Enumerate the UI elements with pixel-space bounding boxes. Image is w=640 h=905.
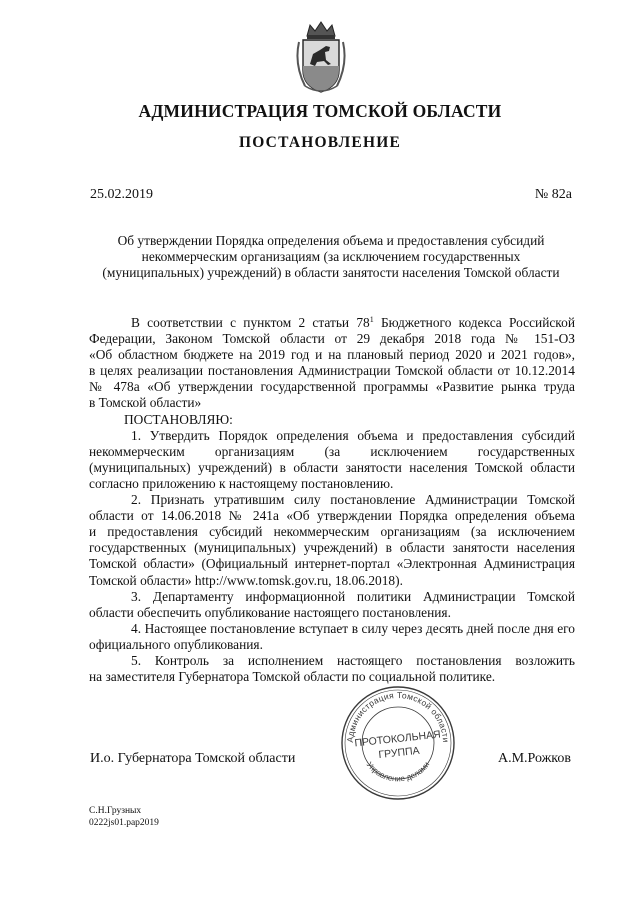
signatory-title: И.о. Губернатора Томской области bbox=[90, 751, 296, 766]
item-4-line: 4. Настоящее постановление вступает в силу через десять дней после дня его bbox=[131, 620, 575, 636]
coat-of-arms-emblem bbox=[293, 20, 349, 96]
executor-name: С.Н.Грузных bbox=[89, 806, 142, 816]
document-title bbox=[90, 233, 572, 282]
stamp-center-line1: ПРОТОКОЛЬНАЯ bbox=[353, 728, 442, 750]
item-4-line: официального опубликования. bbox=[89, 636, 263, 652]
item-2-line: области от 14.06.2018 № 241а «Об утверждении Порядка определения объема bbox=[89, 508, 575, 524]
item-1-line: некоммерческим организациям (за исключением государственных bbox=[89, 443, 575, 459]
preamble-line: «Об областном бюджете на 2019 год и на плановый период 2020 и 2021 годов», bbox=[89, 347, 575, 363]
preamble-line: № 478а «Об утверждении государственной программы «Развитие рынка труда bbox=[89, 379, 575, 395]
item-5-line: на заместителя Губернатора Томской области по социальной политике. bbox=[89, 669, 496, 685]
item-2-line: 2. Признать утратившим силу постановление Администрации Томской bbox=[131, 492, 575, 508]
title-line: некоммерческим организациям (за исключением государственных bbox=[141, 249, 521, 265]
stamp-bottom-text: Управление делами bbox=[364, 760, 432, 784]
item-1-line: (муниципальных) учреждений) в области занятости населения Томской области bbox=[89, 459, 575, 475]
executor-info bbox=[89, 806, 159, 829]
preamble-line: Федерации, Законом Томской области от 29 декабря 2018 года № 151-ОЗ bbox=[89, 331, 575, 347]
preamble-line: в целях реализации постановления Администрации Томской области от 10.12.2014 bbox=[89, 363, 575, 379]
document-date: 25.02.2019 bbox=[90, 187, 153, 202]
document-type: ПОСТАНОВЛЕНИЕ bbox=[238, 134, 402, 151]
document-body bbox=[89, 315, 575, 685]
executor-code: 0222js01.pap2019 bbox=[89, 817, 159, 828]
superscript: 1 bbox=[369, 315, 374, 324]
item-5-line: 5. Контроль за исполнением настоящего постановления возложить bbox=[131, 652, 575, 668]
item-2-line: государственных (муниципальных) учреждений) в области занятости населения bbox=[89, 540, 575, 556]
title-line: Об утверждении Порядка определения объема и предоставления субсидий bbox=[117, 233, 545, 248]
stamp-center-line2: ГРУППА bbox=[377, 744, 421, 762]
official-stamp bbox=[339, 684, 457, 802]
item-3-line: 3. Департаменту информационной политики Администрации Томской bbox=[131, 588, 575, 604]
item-1-line: 1. Утвердить Порядок определения объема и предоставления субсидий bbox=[131, 427, 575, 443]
svg-text:Управление делами bbox=[365, 760, 432, 783]
item-1-line: согласно приложению к настоящему постановлению. bbox=[89, 475, 394, 491]
signatory-name: А.М.Рожков bbox=[497, 751, 571, 766]
decree-word: ПОСТАНОВЛЯЮ: bbox=[124, 411, 233, 427]
item-3-line: области обеспечить опубликование настоящего постановления. bbox=[89, 604, 451, 620]
organization-name: АДМИНИСТРАЦИЯ ТОМСКОЙ ОБЛАСТИ bbox=[138, 101, 502, 121]
title-line: (муниципальных) учреждений) в области занятости населения Томской области bbox=[102, 265, 560, 281]
item-2-line: Томской области» (Официальный интернет-портал «Электронная Администрация bbox=[89, 556, 575, 572]
item-2-line: и предоставления субсидий некоммерческим организациям (за исключением bbox=[89, 524, 575, 540]
item-2-line: Томской области» http://www.tomsk.gov.ru, 18.06.2018). bbox=[89, 572, 403, 588]
preamble-line: В соответствии с пунктом 2 статьи $78^1$ Бюджетного кодекса Российской bbox=[131, 315, 575, 330]
preamble-line: в Томской области» bbox=[89, 395, 202, 411]
stamp-ring-text: Администрация Томской области bbox=[344, 689, 452, 743]
document-number: № 82а bbox=[534, 187, 572, 202]
